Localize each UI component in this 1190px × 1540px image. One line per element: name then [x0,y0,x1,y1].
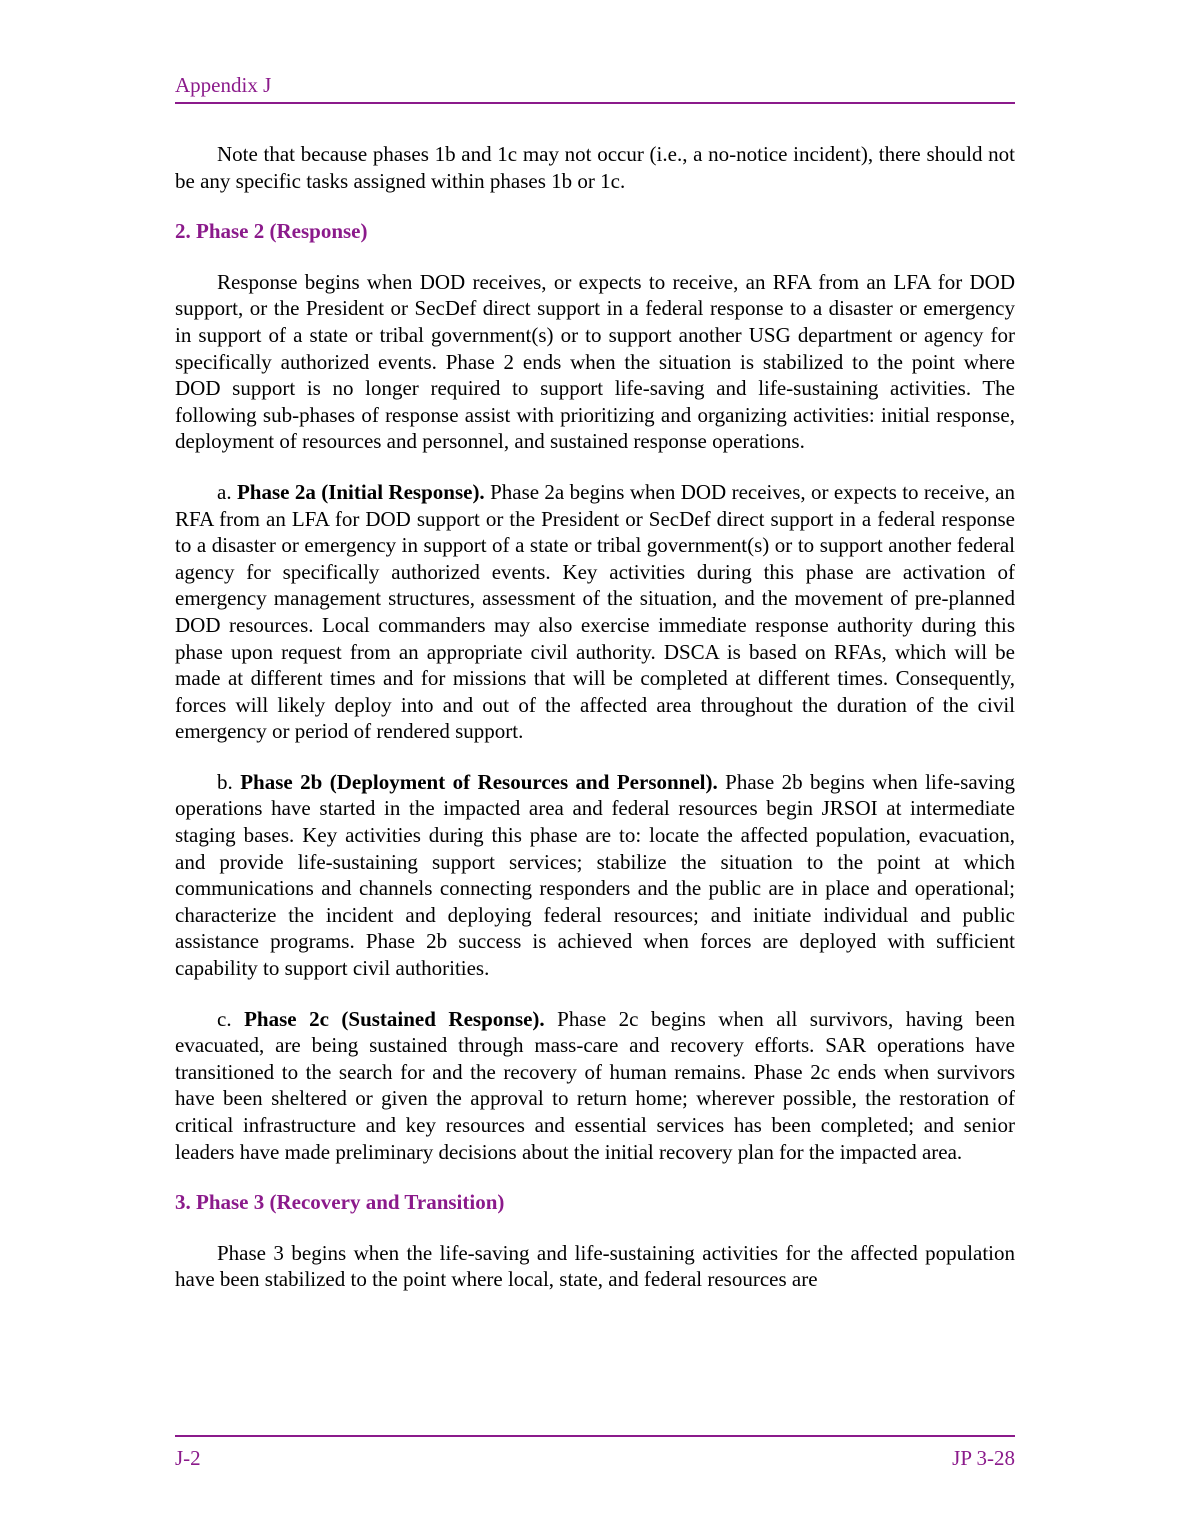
document-id: JP 3-28 [952,1446,1015,1470]
section-3-heading: 3. Phase 3 (Recovery and Transition) [175,1190,505,1215]
phase-2c-prefix: c. [217,1006,245,1031]
page-footer [175,1435,1015,1471]
phase-2a-prefix: a. [217,479,237,504]
phase-2a-text: Phase 2a begins when DOD receives, or expects to receive, an RFA from an LFA for DOD support or the President or SecDef direct support in a federal response to a disaster or emergency in support of a state or tribal government(s) or to support another federal agency for specifically authorized events. Key activities during this phase are activation of emergency management structures, assessment of the situation, and the movement of pre-planned DOD resources. Local commanders may also exercise immediate response authority during this phase upon request from an appropriate civil authority. DSCA is based on RFAs, which will be made at different times and for missions that will be completed at different times. Consequently, forces will likely deploy into and out of the affected area throughout the duration of the civil emergency or period of rendered support. [175,479,1015,744]
phase-2a-title: Phase 2a (Initial Response). [236,479,485,504]
page-number: J-2 [175,1446,201,1470]
page-header [175,72,1015,104]
section-3-paragraph: Phase 3 begins when the life-saving and life-sustaining activities for the affected population have been stabilized to the point where local, state, and federal resources are [175,1240,1015,1292]
phase-2a-paragraph [175,479,1015,745]
section-2-heading: 2. Phase 2 (Response) [175,219,368,244]
phase-2b-title: Phase 2b (Deployment of Resources and Personnel). [240,769,718,794]
section-2-paragraph: Response begins when DOD receives, or expects to receive, an RFA from an LFA for DOD support, or the President or SecDef direct support in a federal response to a disaster or emergency in support of a state or tribal government(s) or to support another USG department or agency for specifically authorized events. Phase 2 ends when the situation is stabilized to the point where DOD support is no longer required to support life-saving and life-sustaining activities. The following sub-phases of response assist with prioritizing and organizing activities: initial response, deployment of resources and personnel, and sustained response operations. [175,269,1015,454]
document-body [175,141,1015,1317]
phase-2c-title: Phase 2c (Sustained Response). [244,1006,545,1031]
phase-2b-paragraph [175,769,1015,982]
phase-2c-text: Phase 2c begins when all survivors, having been evacuated, are being sustained through mass-care and recovery efforts. SAR operations have transitioned to the search for and the recovery of human remains. Phase 2c ends when survivors have been sheltered or given the approval to return home; wherever possible, the restoration of critical infrastructure and key resources and essential services has been completed; and senior leaders have made preliminary decisions about the initial recovery plan for the impacted area. [175,1006,1015,1164]
phase-2c-paragraph [175,1006,1015,1166]
phase-2b-text: Phase 2b begins when life-saving operations have started in the impacted area and federal resources begin JRSOI at intermediate staging bases. Key activities during this phase are to: locate the affected population, evacuation, and provide life-sustaining support services; stabilize the situation to the point at which communications and channels connecting responders and the public are in place and operational; characterize the incident and deploying federal resources; and initiate individual and public assistance programs. Phase 2b success is achieved when forces are deployed with sufficient capability to support civil authorities. [175,769,1015,981]
intro-paragraph: Note that because phases 1b and 1c may not occur (i.e., a no-notice incident), there should not be any specific tasks assigned within phases 1b or 1c. [175,142,1015,193]
phase-2b-prefix: b. [217,769,241,794]
header-title: Appendix J [175,73,272,97]
